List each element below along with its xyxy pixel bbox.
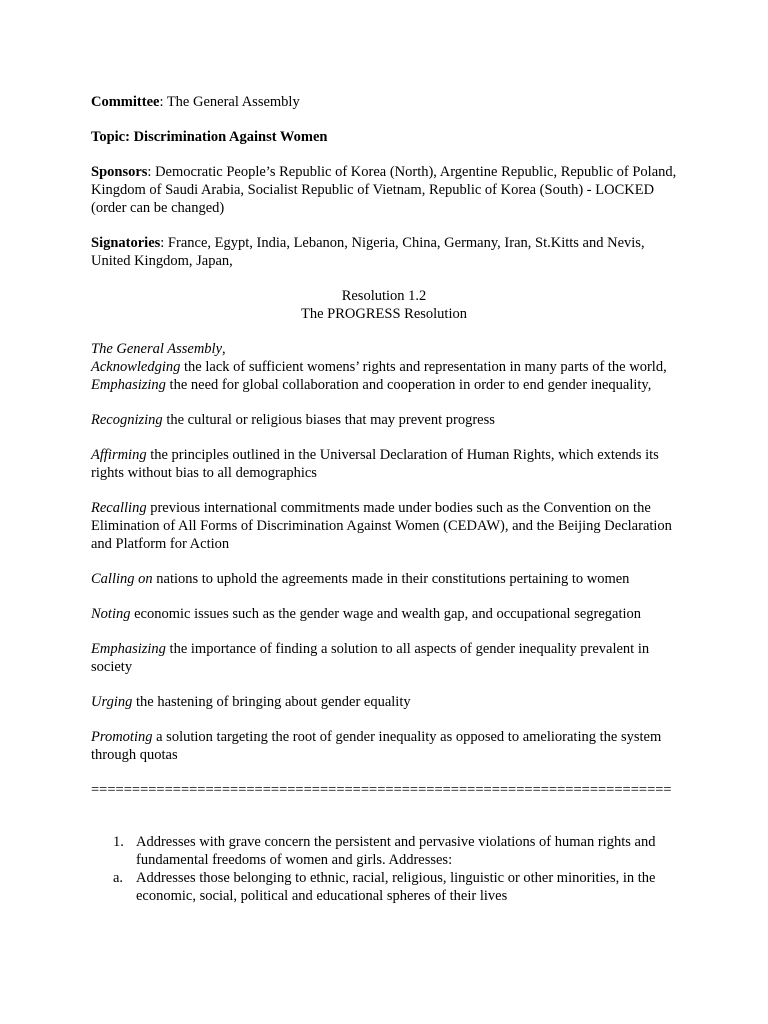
committee-value: : The General Assembly bbox=[159, 94, 300, 110]
signatories-line bbox=[91, 234, 681, 270]
separator-line: ======================================================================= bbox=[91, 782, 672, 798]
clause-verb: Emphasizing bbox=[91, 377, 166, 393]
committee-line bbox=[91, 93, 681, 111]
preamble-clause bbox=[91, 605, 681, 623]
preamble-clause bbox=[91, 411, 681, 429]
clause-verb: Emphasizing bbox=[91, 641, 166, 657]
preamble-clause bbox=[91, 358, 681, 376]
preamble-clause bbox=[91, 376, 681, 394]
clause-verb: Affirming bbox=[91, 447, 147, 463]
clause-text: economic issues such as the gender wage and wealth gap, and occupational segregation bbox=[130, 606, 642, 622]
list-marker: 1. bbox=[113, 834, 124, 850]
document-page bbox=[91, 93, 681, 905]
preamble-opener bbox=[91, 340, 681, 358]
signatories-label: Signatories bbox=[91, 235, 161, 251]
clause-verb: Calling on bbox=[91, 571, 153, 587]
resolution-name: The PROGRESS Resolution bbox=[301, 306, 467, 322]
preamble-clause bbox=[91, 640, 681, 676]
clause-verb: Noting bbox=[91, 606, 131, 622]
clause-text: a solution targeting the root of gender inequality as opposed to ameliorating the system through quotas bbox=[91, 729, 662, 763]
signatories-value: : France, Egypt, India, Lebanon, Nigeria, China, Germany, Iran, St.Kitts and Nevis, United Kingdom, Japan, bbox=[91, 235, 645, 269]
preamble-opener-text: The General Assembly bbox=[91, 341, 223, 357]
clause-verb: Recalling bbox=[91, 500, 147, 516]
preamble-clause bbox=[91, 693, 681, 711]
clause-text: previous international commitments made under bodies such as the Convention on the Elimination of All Forms of Discrimination Against Women (CEDAW), and the Beijing Declaration and Platform for Action bbox=[91, 500, 672, 552]
clause-text: the cultural or religious biases that may prevent progress bbox=[162, 412, 495, 428]
clause-text: the hastening of bringing about gender equality bbox=[132, 694, 411, 710]
committee-label: Committee bbox=[91, 94, 160, 110]
clause-verb: Promoting bbox=[91, 729, 153, 745]
preamble-clause bbox=[91, 446, 681, 482]
list-marker: a. bbox=[113, 870, 124, 886]
sponsors-label: Sponsors bbox=[91, 164, 148, 180]
topic-text: Topic: Discrimination Against Women bbox=[91, 129, 328, 145]
clause-verb: Acknowledging bbox=[91, 359, 181, 375]
operative-subclause bbox=[91, 869, 681, 905]
preamble-opener-punct: , bbox=[222, 341, 226, 357]
operative-clause-text: Addresses with grave concern the persistent and pervasive violations of human rights and fundamental freedoms of women and girls. Addresses: bbox=[136, 834, 656, 868]
clause-text: the need for global collaboration and cooperation in order to end gender inequality, bbox=[165, 377, 652, 393]
clause-text: the lack of sufficient womens’ rights and representation in many parts of the world, bbox=[180, 359, 667, 375]
clause-text: nations to uphold the agreements made in their constitutions pertaining to women bbox=[152, 571, 630, 587]
operative-subclause-text: Addresses those belonging to ethnic, racial, religious, linguistic or other minorities, in the economic, social, political and educational spheres of their lives bbox=[136, 870, 656, 904]
operative-clause bbox=[91, 833, 681, 869]
sponsors-value: : Democratic People’s Republic of Korea (North), Argentine Republic, Republic of Poland, Kingdom of Saudi Arabia, Socialist Republic of Vietnam, Republic of Korea (South) - LOCKED (order can be changed) bbox=[91, 164, 677, 216]
preamble-clause bbox=[91, 728, 681, 764]
clause-verb: Recognizing bbox=[91, 412, 163, 428]
preamble-clause bbox=[91, 570, 681, 588]
clause-verb: Urging bbox=[91, 694, 133, 710]
clause-text: the principles outlined in the Universal Declaration of Human Rights, which extends its rights without bias to all demographics bbox=[91, 447, 659, 481]
sponsors-line bbox=[91, 163, 681, 217]
clause-text: the importance of finding a solution to all aspects of gender inequality prevalent in society bbox=[91, 641, 650, 675]
resolution-number: Resolution 1.2 bbox=[341, 288, 427, 304]
preamble-clause bbox=[91, 499, 681, 553]
topic-line bbox=[91, 128, 681, 146]
